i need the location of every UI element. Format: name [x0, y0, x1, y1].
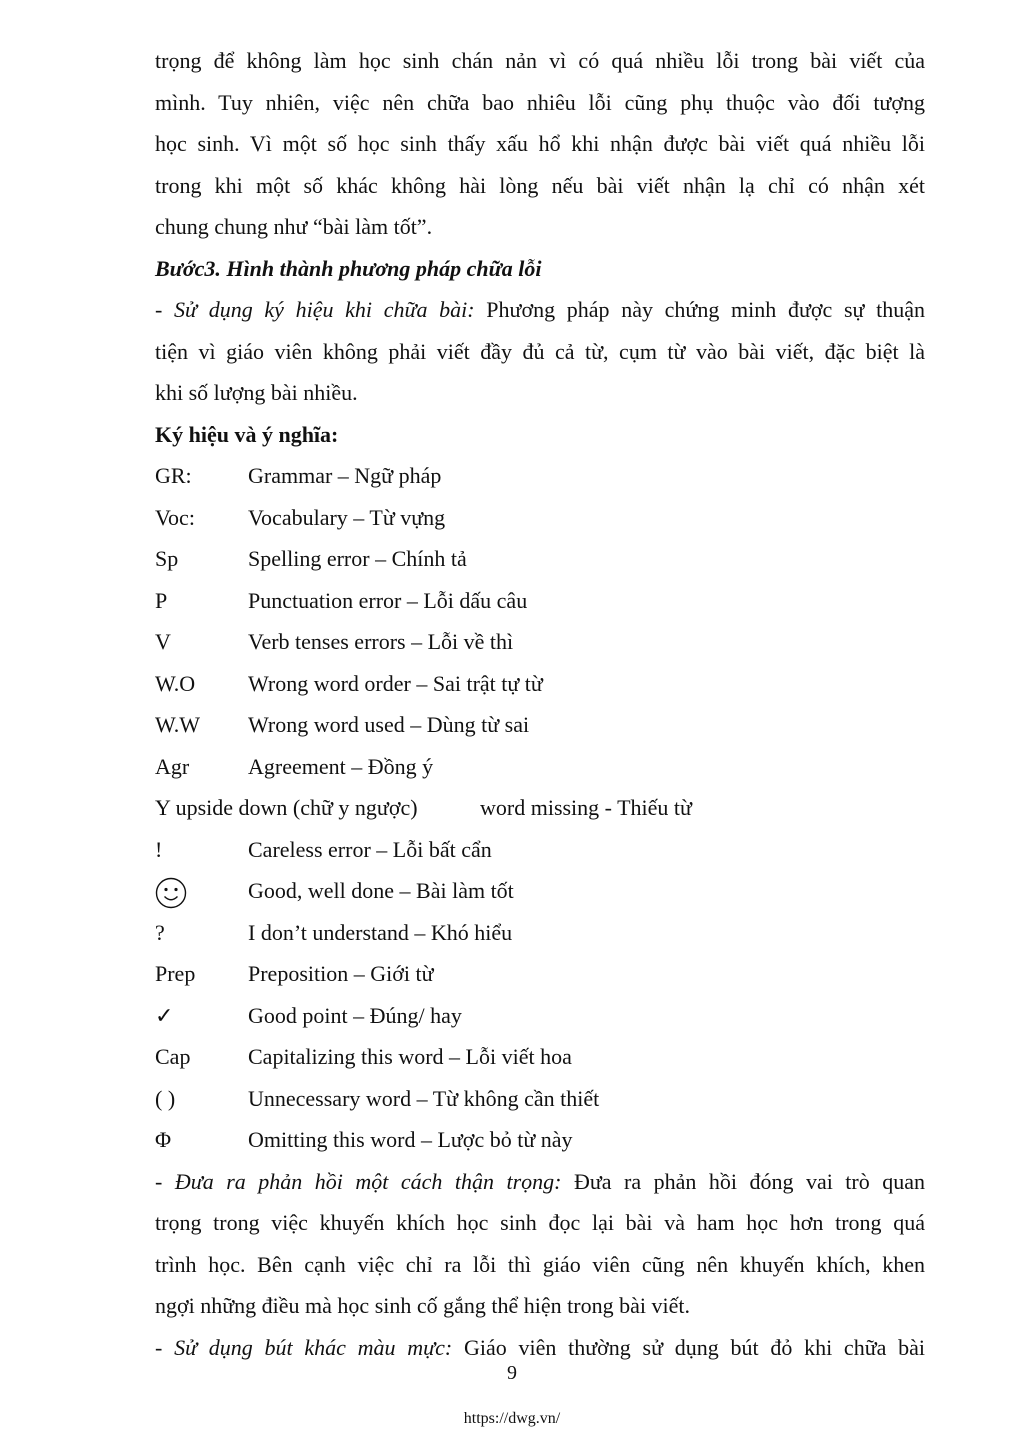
symbol-meaning: Good, well done – Bài làm tốt [248, 878, 514, 903]
symbol: Sp [155, 546, 179, 571]
symbol: P [155, 587, 168, 613]
symbol: Voc: [155, 504, 195, 530]
symbol-row [155, 704, 925, 746]
symbol [155, 870, 248, 912]
paragraph-line: tiện vì giáo viên không phải viết đầy đủ cả từ, cụm từ vào bài viết, đặc biệt là [155, 338, 925, 364]
symbol-method-label: - Sử dụng ký hiệu khi chữa bài: [155, 297, 475, 322]
symbol: Φ [155, 1127, 172, 1152]
symbol-meaning: Grammar – Ngữ pháp [248, 463, 442, 488]
symbol-meaning: Omitting this word – Lược bỏ từ này [248, 1127, 573, 1152]
symbol-row [155, 953, 925, 995]
symbol-meaning: Wrong word order – Sai trật tự từ [248, 670, 543, 696]
symbol-row [155, 621, 925, 663]
symbol-meaning: Good point – Đúng/ hay [248, 1002, 462, 1028]
symbol-meaning: Verb tenses errors – Lỗi về thì [248, 629, 514, 654]
symbol-meaning: word missing - Thiếu từ [480, 795, 692, 820]
page-number: 9 [507, 1362, 517, 1384]
symbol-row [155, 1078, 925, 1120]
symbol-meaning: I don’t understand – Khó hiểu [248, 919, 513, 945]
footer-url: https://dwg.vn/ [463, 1410, 561, 1427]
symbol-row [155, 497, 925, 539]
paragraph-line: trọng để không làm học sinh chán nản vì có quá nhiều lỗi trong bài viết của [155, 48, 925, 73]
paragraph-line: trình học. Bên cạnh việc chỉ ra lỗi thì giáo viên cũng nên khuyến khích, khen [155, 1251, 925, 1277]
paragraph-line: khi số lượng bài nhiều. [155, 380, 358, 405]
step-heading: Bước3. Hình thành phương pháp chữa lỗi [155, 255, 542, 281]
symbol-row [155, 870, 925, 912]
symbol: Prep [155, 961, 196, 986]
symbol: W.W [155, 712, 201, 737]
symbol: ? [155, 919, 165, 945]
symbol: W.O [155, 670, 196, 696]
smiley-icon [155, 877, 187, 909]
symbol-meaning: Careless error – Lỗi bất cẩn [248, 836, 492, 862]
paragraph-line: mình. Tuy nhiên, việc nên chữa bao nhiêu lỗi cũng phụ thuộc vào đối tượng [155, 89, 925, 115]
symbol-row [155, 538, 925, 580]
checkmark-icon: ✓ [155, 1002, 174, 1028]
feedback-label: - Đưa ra phản hồi một cách thận trọng: [155, 1168, 562, 1194]
document-body [155, 40, 925, 1368]
paragraph-line: trong khi một số khác không hài lòng nếu bài viết nhận lạ chỉ có nhận xét [155, 172, 925, 198]
symbol-row [155, 746, 925, 788]
symbol-row [155, 912, 925, 954]
paragraph-line: ngợi những điều mà học sinh cố gắng thể hiện trong bài viết. [155, 1293, 690, 1318]
symbol-row [155, 995, 925, 1037]
symbol-row [155, 829, 925, 871]
symbol-meaning: Capitalizing this word – Lỗi viết hoa [248, 1044, 572, 1069]
symbol-meaning: Agreement – Đồng ý [248, 753, 434, 779]
paragraph-line: học sinh. Vì một số học sinh thấy xấu hổ khi nhận được bài viết quá nhiều lỗi [155, 131, 925, 156]
symbol-row [155, 1036, 925, 1078]
symbol-row [155, 663, 925, 705]
pen-line: - Sử dụng bút khác màu mực: Giáo viên thường sử dụng bút đỏ khi chữa bài [155, 1334, 925, 1360]
symbol: Cap [155, 1044, 191, 1069]
paragraph-line: chung chung như “bài làm tốt”. [155, 214, 433, 239]
symbol: ! [155, 836, 163, 862]
symbol-row [155, 580, 925, 622]
symbol-row [155, 455, 925, 497]
symbol-meaning: Unnecessary word – Từ không cần thiết [248, 1085, 600, 1111]
symbol: ( ) [155, 1085, 176, 1111]
legend-heading: Ký hiệu và ý nghĩa: [155, 421, 339, 447]
symbol: GR: [155, 463, 192, 488]
symbol-meaning: Preposition – Giới từ [248, 961, 434, 986]
y-upside-down-row [155, 787, 925, 829]
paragraph-line: trọng trong việc khuyến khích học sinh đọc lại bài và ham học hơn trong quá [155, 1210, 925, 1235]
symbol-meaning: Wrong word used – Dùng từ sai [248, 712, 530, 737]
symbol: V [155, 629, 171, 654]
y-upside-down-symbol: Y upside down (chữ y ngược) [155, 795, 418, 820]
symbol-method-line: - Sử dụng ký hiệu khi chữa bài: Phương pháp này chứng minh được sự thuận [155, 297, 926, 322]
symbol-meaning: Vocabulary – Từ vựng [248, 504, 446, 530]
symbol-meaning: Spelling error – Chính tả [248, 546, 467, 571]
pen-label: - Sử dụng bút khác màu mực: [155, 1334, 453, 1360]
symbol-meaning: Punctuation error – Lỗi dấu câu [248, 587, 528, 613]
symbol: Agr [155, 753, 190, 779]
symbol-row [155, 1119, 925, 1161]
feedback-line: - Đưa ra phản hồi một cách thận trọng: Đưa ra phản hồi đóng vai trò quan [155, 1168, 925, 1194]
